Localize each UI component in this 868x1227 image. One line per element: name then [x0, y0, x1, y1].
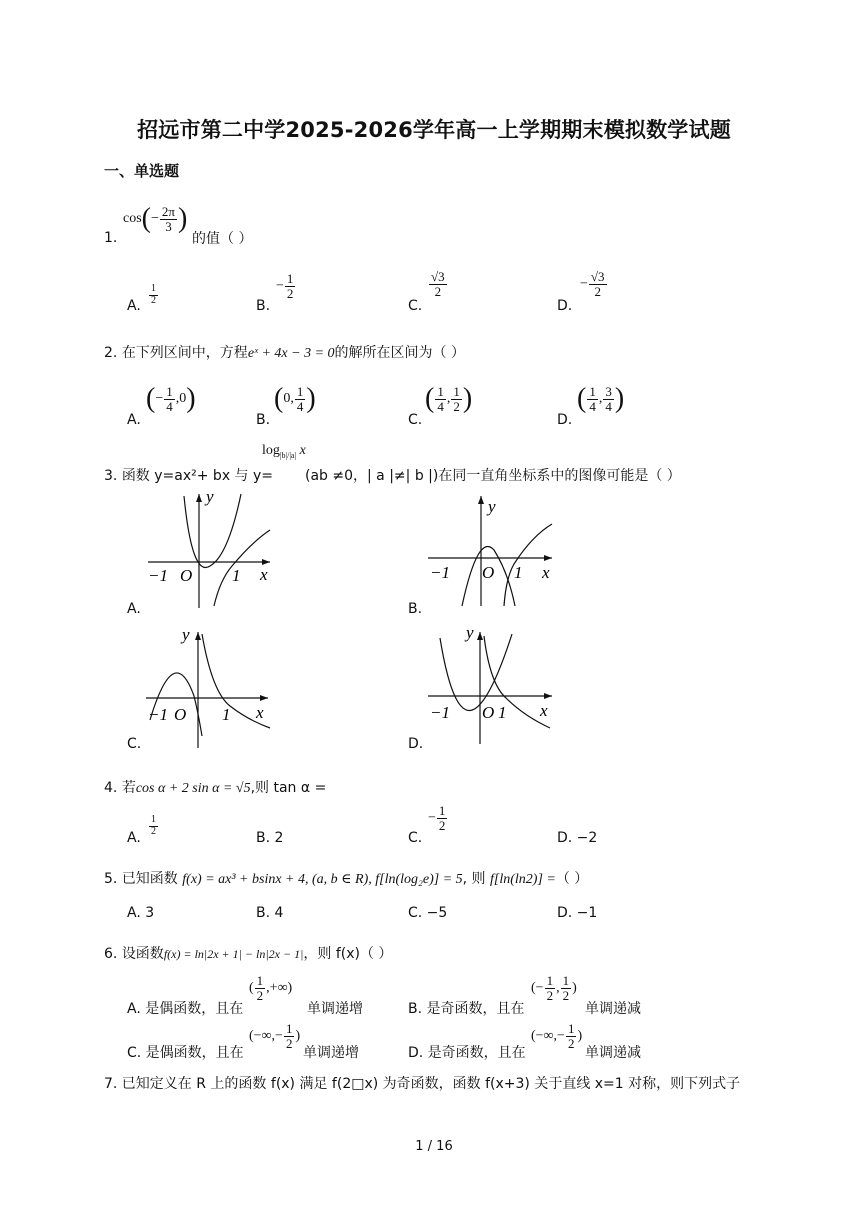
q6-d-interval: (−∞,− $\frac{1}{2}$ ): [531, 1021, 583, 1051]
page-number: 1 / 16: [415, 1139, 453, 1154]
q6-b-interval: (− $\frac{1}{2}$ , $\frac{1}{2}$ ): [531, 973, 577, 1003]
graph-a-y-label: y: [206, 488, 214, 506]
page-title: 招远市第二中学2025-2026学年高一上学期期末模拟数学试题: [137, 118, 731, 142]
q5-stem: 5. 已知函数 f(x) = ax³ + bsinx + 4, (a, b ∈ R), f[ln(log₂e)] = 5, 则 f[ln(ln2)] =（ ）: [104, 871, 589, 887]
svg-text:y: y: [466, 624, 474, 642]
q1-stem: 的值（ ）: [192, 231, 253, 247]
q6-option-b: B. 是奇函数，且在: [408, 1001, 525, 1017]
svg-text:−1: −1: [430, 703, 450, 722]
q1-number: 1.: [104, 230, 118, 246]
q5-option-d: D. −1: [557, 905, 598, 921]
q3-option-a: A.: [127, 601, 141, 617]
graph-a: [140, 488, 280, 613]
q4-option-a: A.: [127, 830, 141, 846]
svg-text:−1: −1: [148, 705, 168, 724]
q2-option-d: D.: [557, 412, 573, 428]
q5-option-b: B. 4: [256, 905, 284, 921]
graph-d-parabola: [440, 634, 512, 711]
q1-option-a: A.: [127, 298, 141, 314]
q1-a-value: $\frac{1}{2}$: [151, 283, 156, 306]
q2-option-b: B.: [256, 412, 271, 428]
q2-d-value: ( $\frac{1}{4}$ , $\frac{3}{4}$ ): [577, 383, 625, 414]
svg-text:x: x: [540, 701, 548, 720]
svg-text:O: O: [482, 563, 495, 582]
graph-a-x-label: x: [260, 565, 268, 584]
q4-option-c: C.: [408, 830, 423, 846]
q6-d-suffix: 单调递减: [585, 1045, 641, 1061]
q3-stem-part2: (ab ≠0，| a |≠| b |)在同一直角坐标系中的图像可能是（ ）: [305, 468, 681, 484]
q4-c-value: − $\frac{1}{2}$: [428, 803, 446, 833]
q7-stem: 7. 已知定义在 R 上的函数 f(x) 满足 f(2□x) 为奇函数，函数 f(x+3) 关于直线 x=1 对称，则下列式子: [104, 1076, 741, 1092]
q6-c-interval: (−∞,− $\frac{1}{2}$ ): [249, 1021, 301, 1051]
q2-option-a: A.: [127, 412, 141, 428]
svg-text:x: x: [542, 563, 550, 582]
svg-text:y: y: [488, 497, 496, 516]
svg-text:−1: −1: [430, 563, 450, 582]
q4-a-value: $\frac{1}{2}$: [151, 814, 156, 837]
q1-c-value: $\frac{√3}{2}$: [431, 269, 445, 299]
q6-a-interval: ( $\frac{1}{2}$ ,+∞): [249, 973, 293, 1003]
graph-a-origin: O: [180, 566, 193, 585]
svg-text:1: 1: [498, 703, 507, 722]
q1-option-b: B.: [256, 298, 271, 314]
graph-c: [140, 624, 280, 749]
graph-b: [420, 488, 560, 613]
q6-option-c: C. 是偶函数，且在: [127, 1045, 244, 1061]
svg-text:x: x: [256, 703, 264, 722]
graph-a-one: 1: [232, 566, 241, 585]
q3-log-expression: $\log_{|b|/|a|} x$: [262, 443, 306, 460]
q1-expression: cos(− $\frac{2\pi}{3}$ ): [123, 203, 188, 234]
q1-b-value: − $\frac{1}{2}$: [276, 271, 294, 301]
svg-text:O: O: [482, 703, 495, 722]
q1-d-value: − $\frac{√3}{2}$: [580, 269, 605, 299]
q5-option-a: A. 3: [127, 905, 155, 921]
q3-option-d: D.: [408, 736, 424, 752]
svg-text:y: y: [182, 625, 190, 644]
svg-text:O: O: [174, 705, 187, 724]
q2-a-value: (− $\frac{1}{4}$ ,0): [146, 383, 196, 414]
q3-option-b: B.: [408, 601, 423, 617]
q6-a-suffix: 单调递增: [307, 1001, 363, 1017]
q2-b-value: (0, $\frac{1}{4}$ ): [274, 383, 316, 414]
q6-stem: 6. 设函数f(x) = ln|2x + 1| − ln|2x − 1|，则 f(x)（ ）: [104, 946, 393, 962]
q3-option-c: C.: [127, 736, 142, 752]
svg-text:1: 1: [514, 563, 523, 582]
q6-c-suffix: 单调递增: [303, 1045, 359, 1061]
q5-option-c: C. −5: [408, 905, 448, 921]
q1-option-d: D.: [557, 298, 573, 314]
section-heading: 一、单选题: [104, 162, 180, 180]
q2-stem: 2. 在下列区间中，方程eˣ + 4x − 3 = 0的解所在区间为（ ）: [104, 345, 465, 361]
q6-option-d: D. 是奇函数，且在: [408, 1045, 526, 1061]
q3-stem-part1: 3. 函数 y=ax²+ bx 与 y=: [104, 468, 274, 484]
q6-option-a: A. 是偶函数，且在: [127, 1001, 244, 1017]
svg-text:1: 1: [222, 705, 231, 724]
q6-b-suffix: 单调递减: [585, 1001, 641, 1017]
q2-option-c: C.: [408, 412, 423, 428]
graph-a-minus-one: −1: [148, 566, 168, 585]
q1-option-c: C.: [408, 298, 423, 314]
q4-option-b: B. 2: [256, 830, 284, 846]
q4-stem: 4. 若cos α + 2 sin α = √5,则 tan α =: [104, 780, 327, 796]
q4-option-d: D. −2: [557, 830, 598, 846]
graph-d: [420, 624, 560, 749]
q2-c-value: ( $\frac{1}{4}$ , $\frac{1}{2}$ ): [425, 383, 473, 414]
